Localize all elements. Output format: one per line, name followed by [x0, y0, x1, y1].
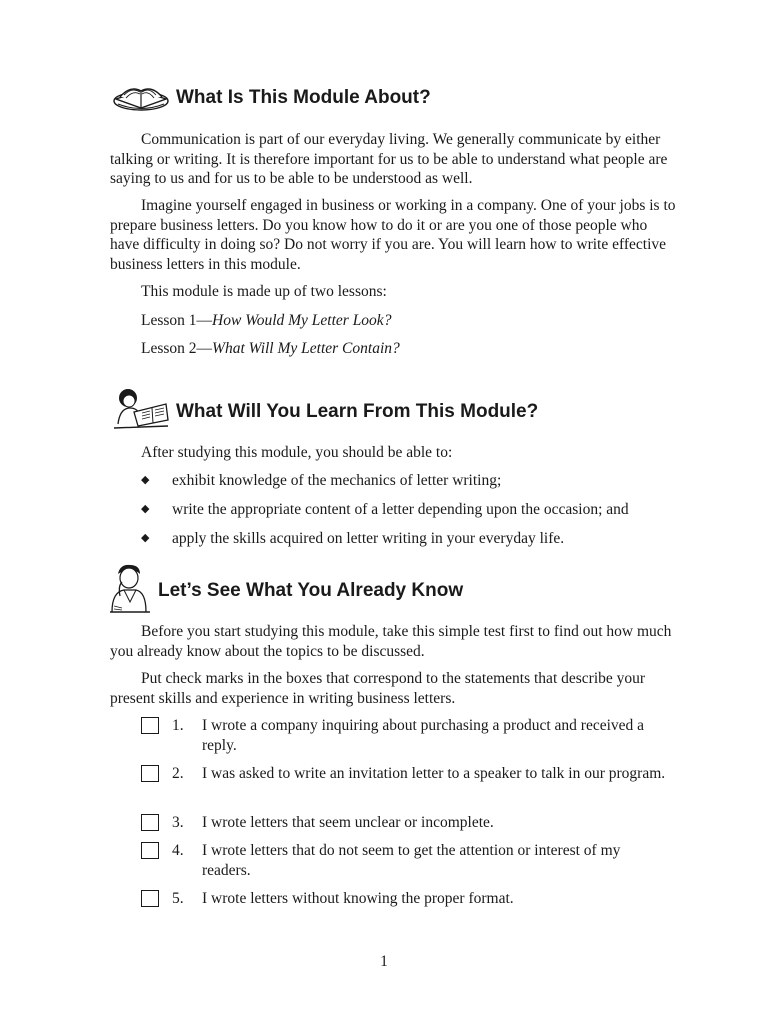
- lesson-1-prefix: Lesson 1—: [141, 312, 213, 329]
- section-about-title: What Is This Module About?: [176, 86, 431, 108]
- diamond-bullet-icon: ◆: [141, 474, 150, 486]
- checklist-item-5: [141, 889, 672, 909]
- section-learn-header: [112, 386, 538, 437]
- checklist-item-text: I wrote letters without knowing the proper format.: [202, 890, 514, 907]
- learn-intro: After studying this module, you should be able to:: [141, 444, 453, 461]
- checkbox[interactable]: [141, 765, 159, 782]
- checklist-item-1: [141, 716, 672, 755]
- learn-bullet-1: [141, 471, 501, 491]
- checklist-item-number: 4.: [172, 842, 184, 859]
- know-paragraph-1: Before you start studying this module, take this simple test first to find out how much you already know about the topics to be discussed.: [110, 623, 672, 660]
- section-know-title: Let’s See What You Already Know: [158, 579, 464, 601]
- checklist-item-number: 1.: [172, 717, 184, 734]
- about-paragraph-3: This module is made up of two lessons:: [141, 283, 387, 300]
- thinking-student-icon: [108, 562, 152, 619]
- checklist-item-4: [141, 841, 672, 880]
- checklist-item-number: 3.: [172, 814, 184, 831]
- lesson-2: [141, 339, 400, 359]
- checklist-item-3: [141, 813, 672, 833]
- open-book-icon: [112, 77, 170, 118]
- know-paragraph-2: Put check marks in the boxes that correspond to the statements that describe your present skills and experience in writing business letters.: [110, 670, 646, 707]
- lesson-2-title: What Will My Letter Contain?: [212, 340, 400, 357]
- page-number: 1: [380, 953, 388, 970]
- checklist-item-text: I wrote letters that seem unclear or incomplete.: [202, 814, 494, 831]
- learn-bullet-3: [141, 529, 564, 549]
- section-about-header: [112, 77, 431, 118]
- checkbox[interactable]: [141, 842, 159, 859]
- learn-bullet-2-text: write the appropriate content of a letter depending upon the occasion; and: [172, 501, 629, 518]
- checklist-item-2: [141, 764, 672, 784]
- lesson-1-title: How Would My Letter Look?: [212, 312, 392, 329]
- lesson-2-prefix: Lesson 2—: [141, 340, 213, 357]
- checklist-item-number: 2.: [172, 765, 184, 782]
- checkbox[interactable]: [141, 717, 159, 734]
- checklist-item-text: I wrote letters that do not seem to get the attention or interest of my readers.: [202, 842, 621, 879]
- diamond-bullet-icon: ◆: [141, 532, 150, 544]
- checklist-item-text: I was asked to write an invitation letter to a speaker to talk in our program.: [202, 765, 666, 782]
- checklist-item-number: 5.: [172, 890, 184, 907]
- checkbox[interactable]: [141, 814, 159, 831]
- learn-bullet-2: [141, 500, 629, 520]
- about-paragraph-1: Communication is part of our everyday living. We generally communicate by either talking or writing. It is therefore important for us to be able to understand what people are saying to us and for us to be able to be understood as well.: [110, 131, 668, 187]
- lesson-1: [141, 311, 391, 331]
- diamond-bullet-icon: ◆: [141, 503, 150, 515]
- checklist-item-text: I wrote a company inquiring about purchasing a product and received a reply.: [202, 717, 645, 754]
- learn-bullet-1-text: exhibit knowledge of the mechanics of letter writing;: [172, 472, 502, 489]
- section-know-header: [108, 562, 463, 619]
- learn-bullet-3-text: apply the skills acquired on letter writing in your everyday life.: [172, 530, 565, 547]
- about-paragraph-2: Imagine yourself engaged in business or working in a company. One of your jobs is to prepare business letters. Do you know how to do it or are you one of those people who have difficulty in doing so? Do not worry if you are. You will learn how to write effective business letters in this module.: [110, 197, 676, 273]
- student-reading-icon: [112, 386, 170, 437]
- checkbox[interactable]: [141, 890, 159, 907]
- section-learn-title: What Will You Learn From This Module?: [176, 400, 539, 422]
